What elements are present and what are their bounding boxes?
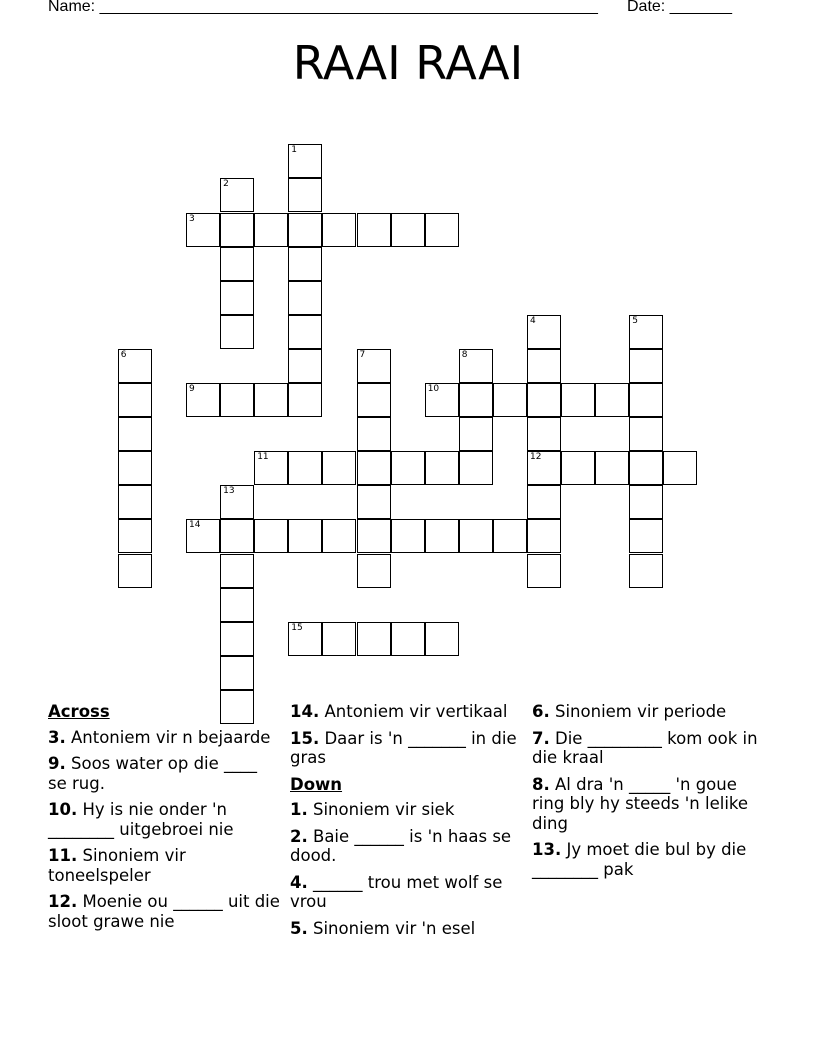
grid-cell[interactable] <box>527 349 561 383</box>
clues-column-3 <box>532 702 772 886</box>
grid-cell[interactable] <box>220 178 254 212</box>
grid-cell[interactable] <box>186 213 220 247</box>
grid-cell[interactable] <box>357 417 391 451</box>
clue-number: 4 <box>530 315 536 326</box>
grid-cell[interactable] <box>288 213 322 247</box>
clue-number-label: 10. <box>48 800 78 819</box>
grid-cell[interactable] <box>629 417 663 451</box>
clue-text: Al dra 'n _____ 'n goue ring bly hy steeds 'n lelike ding <box>532 774 749 833</box>
clue-number: 9 <box>189 384 195 394</box>
clue-number: 6 <box>120 349 127 360</box>
clue-text: Jy moet die bul by die ________ pak <box>532 840 747 879</box>
clue-number-label: 14. <box>290 702 320 721</box>
grid-cell[interactable] <box>459 383 493 417</box>
grid-cell[interactable] <box>322 213 356 247</box>
grid-cell[interactable] <box>288 622 322 656</box>
grid-cell[interactable] <box>357 485 391 519</box>
down-clues-list <box>290 800 522 938</box>
grid-cell[interactable] <box>186 519 220 553</box>
grid-cell[interactable] <box>459 519 493 553</box>
clue-number-label: 3. <box>48 727 66 747</box>
grid-cell[interactable] <box>629 383 663 417</box>
clue <box>290 800 522 820</box>
clue <box>290 873 522 912</box>
clue-text: Sinoniem vir siek <box>307 800 455 819</box>
grid-cell[interactable] <box>459 451 493 485</box>
grid-cell[interactable] <box>391 622 425 656</box>
grid-cell[interactable] <box>527 519 561 553</box>
grid-cell[interactable] <box>220 519 254 553</box>
grid-cell[interactable] <box>288 178 322 212</box>
clue-number: 13 <box>223 486 235 497</box>
clue-text: Antoniem vir n bejaarde <box>65 727 271 747</box>
clue-text: ______ trou met wolf se vrou <box>290 872 503 911</box>
clue <box>48 728 280 748</box>
clue-number: 3 <box>189 213 195 224</box>
grid-cell[interactable] <box>118 485 152 519</box>
grid-cell[interactable] <box>527 315 561 349</box>
clue-number: 1 <box>291 145 298 156</box>
clue-number-label: 1. <box>290 800 308 819</box>
grid-cell[interactable] <box>527 485 561 519</box>
grid-cell[interactable] <box>288 315 322 349</box>
grid-cell[interactable] <box>629 485 663 519</box>
grid-cell[interactable] <box>220 213 254 247</box>
clue <box>532 840 772 879</box>
name-field-label: Name: ________________________________________________________ <box>48 0 598 15</box>
grid-cell[interactable] <box>288 349 322 383</box>
grid-cell[interactable] <box>288 519 322 553</box>
grid-cell[interactable] <box>663 451 697 485</box>
grid-cell[interactable] <box>288 383 322 417</box>
grid-cell[interactable] <box>425 383 459 417</box>
grid-cell[interactable] <box>459 349 493 383</box>
clue-text: Sinoniem vir periode <box>549 702 727 721</box>
grid-cell[interactable] <box>288 451 322 485</box>
clue-number: 5 <box>632 315 639 326</box>
grid-cell[interactable] <box>322 451 356 485</box>
clue-number: 2 <box>223 179 229 190</box>
grid-cell[interactable] <box>254 451 288 485</box>
clue <box>532 702 772 722</box>
grid-cell[interactable] <box>595 383 629 417</box>
clue-number: 11 <box>257 452 269 463</box>
clue-text: Daar is 'n _______ in die gras <box>290 728 517 767</box>
clue-number-label: 12. <box>48 892 78 911</box>
clue-number-label: 5. <box>290 918 308 938</box>
grid-cell[interactable] <box>118 383 152 417</box>
across-clues-list-continued <box>290 702 522 768</box>
clue-number: 15 <box>291 622 303 633</box>
clue-number-label: 9. <box>48 754 66 773</box>
grid-cell[interactable] <box>357 349 391 383</box>
grid-cell[interactable] <box>254 213 288 247</box>
clue-number-label: 6. <box>532 702 550 721</box>
clue-text: Antoniem vir vertikaal <box>319 702 508 721</box>
grid-cell[interactable] <box>629 554 663 588</box>
clue <box>290 702 522 722</box>
grid-cell[interactable] <box>391 519 425 553</box>
grid-cell[interactable] <box>527 554 561 588</box>
grid-cell[interactable] <box>425 519 459 553</box>
clue <box>532 775 772 834</box>
grid-cell[interactable] <box>595 451 629 485</box>
clue <box>532 729 772 768</box>
clue <box>48 892 280 931</box>
clue-number: 14 <box>189 520 201 531</box>
down-heading: Down <box>290 774 343 794</box>
date-field-label: Date: _______ <box>627 0 732 15</box>
grid-cell[interactable] <box>357 622 391 656</box>
clue <box>290 729 522 768</box>
grid-cell[interactable] <box>220 383 254 417</box>
clue <box>290 827 522 866</box>
grid-cell[interactable] <box>220 485 254 519</box>
clue-number: 10 <box>427 384 440 394</box>
grid-cell[interactable] <box>561 451 595 485</box>
grid-cell[interactable] <box>118 349 152 383</box>
grid-cell[interactable] <box>629 349 663 383</box>
clue-text: Sinoniem vir 'n esel <box>307 918 476 938</box>
grid-cell[interactable] <box>186 383 220 417</box>
grid-cell[interactable] <box>220 622 254 656</box>
page-title: RAAI RAAI <box>292 36 524 90</box>
grid-cell[interactable] <box>118 451 152 485</box>
grid-cell[interactable] <box>425 451 459 485</box>
grid-cell[interactable] <box>629 519 663 553</box>
grid-cell[interactable] <box>357 519 391 553</box>
clue-number-label: 7. <box>532 728 550 748</box>
grid-cell[interactable] <box>527 383 561 417</box>
clue <box>48 754 280 793</box>
grid-cell[interactable] <box>527 451 561 485</box>
grid-cell[interactable] <box>288 144 322 178</box>
clue-text: Sinoniem vir toneelspeler <box>48 846 186 885</box>
across-heading: Across <box>48 702 110 721</box>
grid-cell[interactable] <box>220 588 254 622</box>
clue-number: 12 <box>530 452 542 463</box>
grid-cell[interactable] <box>118 519 152 553</box>
grid-cell[interactable] <box>220 315 254 349</box>
grid-cell[interactable] <box>425 213 459 247</box>
grid-cell[interactable] <box>118 554 152 588</box>
grid-cell[interactable] <box>357 213 391 247</box>
clue-number-label: 13. <box>532 840 562 859</box>
clue-number-label: 4. <box>290 872 308 892</box>
grid-cell[interactable] <box>629 451 663 485</box>
clue-number-label: 15. <box>290 728 320 748</box>
clue-number-label: 11. <box>48 846 78 865</box>
across-clues-list <box>48 728 280 932</box>
grid-cell[interactable] <box>357 554 391 588</box>
clues-column-1 <box>48 702 280 938</box>
grid-cell[interactable] <box>459 417 493 451</box>
clue <box>290 919 522 939</box>
grid-cell[interactable] <box>220 554 254 588</box>
clue-number: 7 <box>359 349 366 360</box>
clue-number-label: 2. <box>290 826 308 846</box>
grid-cell[interactable] <box>220 247 254 281</box>
grid-cell[interactable] <box>561 383 595 417</box>
clue-number-label: 8. <box>532 774 550 794</box>
grid-cell[interactable] <box>322 622 356 656</box>
grid-cell[interactable] <box>357 383 391 417</box>
grid-cell[interactable] <box>254 383 288 417</box>
grid-cell[interactable] <box>288 247 322 281</box>
clue-text: Moenie ou ______ uit die sloot grawe nie <box>48 892 280 931</box>
grid-cell[interactable] <box>220 656 254 690</box>
clue-number: 8 <box>461 349 468 360</box>
grid-cell[interactable] <box>493 383 527 417</box>
grid-cell[interactable] <box>629 315 663 349</box>
clue <box>48 846 280 885</box>
grid-cell[interactable] <box>527 417 561 451</box>
down-clues-list-continued <box>532 702 772 879</box>
clue-text: Die _________ kom ook in die kraal <box>532 728 758 767</box>
grid-cell[interactable] <box>118 417 152 451</box>
grid-cell[interactable] <box>357 451 391 485</box>
grid-cell[interactable] <box>220 281 254 315</box>
clue <box>48 800 280 839</box>
grid-cell[interactable] <box>391 451 425 485</box>
grid-cell[interactable] <box>322 519 356 553</box>
grid-cell[interactable] <box>254 519 288 553</box>
grid-cell[interactable] <box>391 213 425 247</box>
clue-text: Baie ______ is 'n haas se dood. <box>290 826 512 865</box>
clue-text: Soos water op die ____ se rug. <box>48 754 258 793</box>
grid-cell[interactable] <box>493 519 527 553</box>
clues-column-2 <box>290 702 522 945</box>
grid-cell[interactable] <box>288 281 322 315</box>
clue-text: Hy is nie onder 'n ________ uitgebroei nie <box>48 800 234 839</box>
grid-cell[interactable] <box>425 622 459 656</box>
